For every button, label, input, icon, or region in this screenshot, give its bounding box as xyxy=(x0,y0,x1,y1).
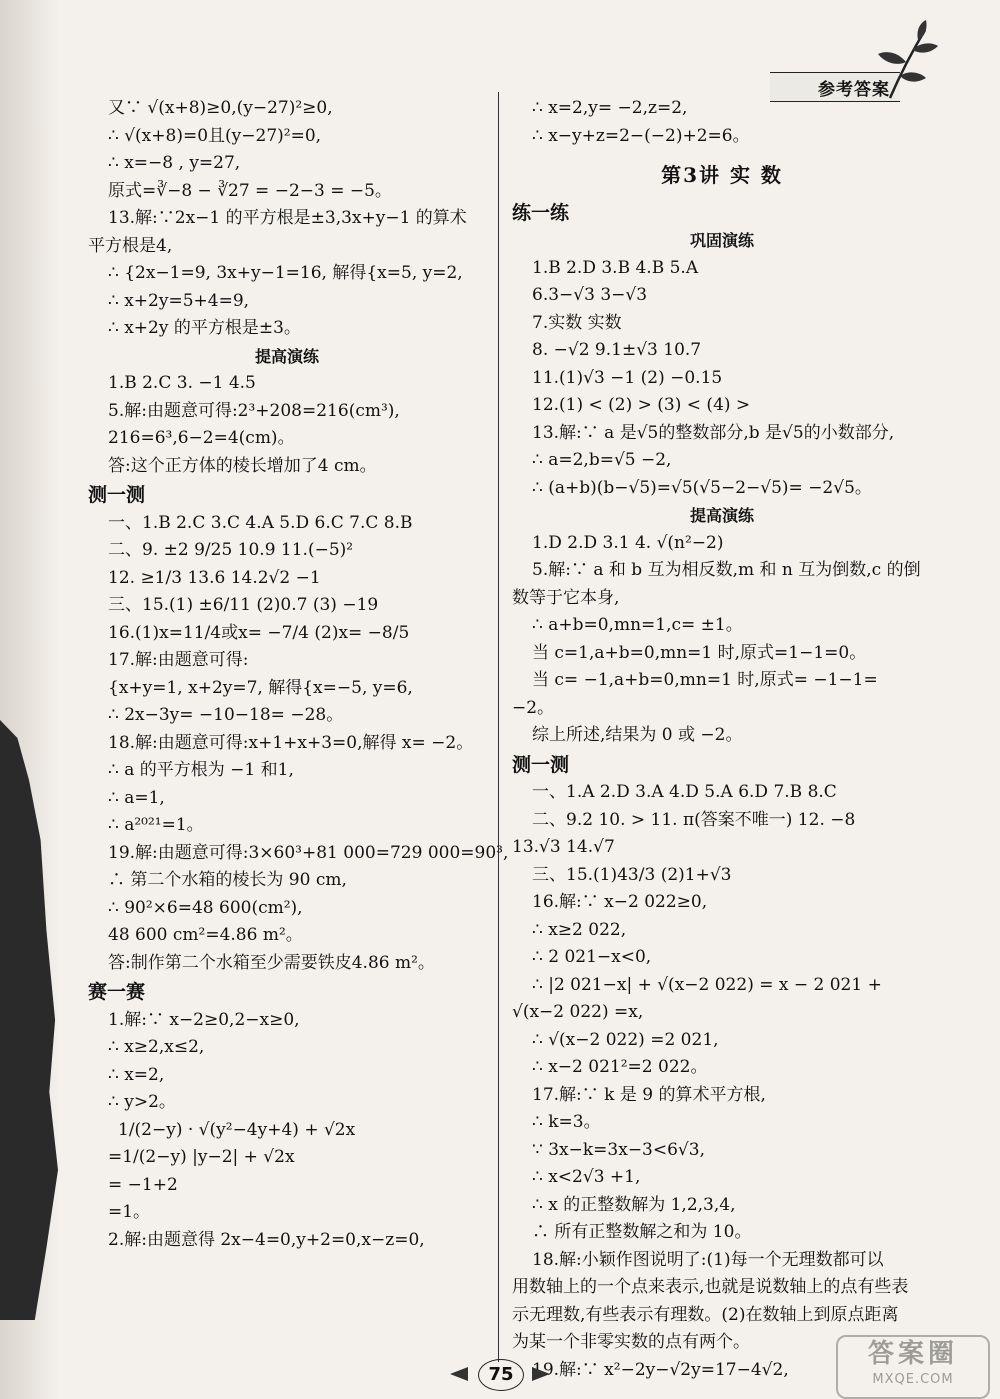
answer-line: 13.解:∵2x−1 的平方根是±3,3x+y−1 的算术 xyxy=(108,208,467,228)
answer-line: ∴ x 的正整数解为 1,2,3,4, xyxy=(532,1194,736,1215)
answer-line: ∴ k=3。 xyxy=(532,1112,601,1132)
answer-line: 18.解:小颖作图说明了:(1)每一个无理数都可以 xyxy=(532,1249,884,1270)
answer-line: 平方根是4, xyxy=(88,235,173,256)
answer-line: ∴ a²⁰²¹=1。 xyxy=(108,815,204,835)
answer-line: ∴ y>2。 xyxy=(108,1092,176,1112)
answer-line: ∴ x−y+z=2−(−2)+2=6。 xyxy=(532,125,750,146)
answer-line: 8. −√2 9.1±√3 10.7 xyxy=(532,340,702,360)
answer-line: 17.解:由题意可得: xyxy=(108,650,249,670)
answer-line: ∴ √(x−2 022) =2 021, xyxy=(532,1029,719,1050)
answer-line: 答:这个正方体的棱长增加了4 cm。 xyxy=(108,455,377,476)
answer-line: ∴ 所有正整数解之和为 10。 xyxy=(532,1222,752,1242)
answer-line: ∴ {2x−1=9, 3x+y−1=16, 解得{x=5, y=2, xyxy=(108,263,463,283)
section-heading: 测一测 xyxy=(512,753,570,776)
answer-line: ∴ √(x+8)=0且(y−27)²=0, xyxy=(108,125,322,146)
answer-line: 1.B 2.C 3. −1 4.5 xyxy=(108,373,256,393)
answer-line: 三、15.(1)43/3 (2)1+√3 xyxy=(532,864,732,885)
answer-line: 1.解:∵ x−2≥0,2−x≥0, xyxy=(108,1009,300,1030)
answer-line: 一、1.B 2.C 3.C 4.A 5.D 6.C 7.C 8.B xyxy=(108,512,413,533)
answer-line: 答:制作第二个水箱至少需要铁皮4.86 m²。 xyxy=(108,952,435,973)
section-heading: 练一练 xyxy=(512,201,570,224)
subsection-heading: 巩固演练 xyxy=(689,231,754,250)
answer-line: 当 c=1,a+b=0,mn=1 时,原式=1−1=0。 xyxy=(532,642,867,663)
answer-line: 1/(2−y) · √(y²−4y+4) + √2x xyxy=(118,1119,356,1140)
answer-line: ∴ x=2, xyxy=(108,1064,165,1085)
chapter-title: 第3讲 实 数 xyxy=(661,163,783,187)
answer-line: ∴ x+2y 的平方根是±3。 xyxy=(108,318,301,338)
column-divider xyxy=(498,92,499,1362)
answer-line: 11.(1)√3 −1 (2) −0.15 xyxy=(532,367,723,388)
answer-line: 16.(1)x=11/4或x= −7/4 (2)x= −8/5 xyxy=(108,622,410,643)
leaf-branch-icon xyxy=(870,20,940,100)
answer-line: ∴ (a+b)(b−√5)=√5(√5−2−√5)= −2√5。 xyxy=(532,477,872,498)
answer-line: 17.解:∵ k 是 9 的算术平方根, xyxy=(532,1084,766,1105)
subsection-heading: 提高演练 xyxy=(689,506,754,525)
answer-line: 1.D 2.D 3.1 4. √(n²−2) xyxy=(532,532,724,553)
answer-line: 1.B 2.D 3.B 4.B 5.A xyxy=(532,257,699,278)
answer-line: 用数轴上的一个点来表示,也就是说数轴上的点有些表 xyxy=(512,1277,909,1297)
answer-line: ∴ a=2,b=√5 −2, xyxy=(532,450,672,470)
answer-line: −2。 xyxy=(512,697,555,718)
answer-line: = −1+2 xyxy=(108,1174,178,1195)
answer-line: 19.解:∵ x²−2y−√2y=17−4√2, xyxy=(532,1359,789,1380)
answer-line: 数等于它本身, xyxy=(512,587,620,608)
answer-line: 综上所述,结果为 0 或 −2。 xyxy=(532,725,743,745)
answer-line: ∴ a 的平方根为 −1 和1, xyxy=(108,760,294,780)
answer-line: ∴ 2x−3y= −10−18= −28。 xyxy=(108,705,344,725)
answer-line: ∴ |2 021−x| + √(x−2 022) = x − 2 021 + xyxy=(532,974,882,995)
answer-line: 又∵ √(x+8)≥0,(y−27)²≥0, xyxy=(108,98,333,118)
answer-line: 示无理数,有些表示有理数。(2)在数轴上到原点距离 xyxy=(512,1304,899,1325)
header-title: 参考答案 xyxy=(818,80,890,100)
answer-line: 当 c= −1,a+b=0,mn=1 时,原式= −1−1= xyxy=(532,670,878,690)
answer-line: ∴ x<2√3 +1, xyxy=(532,1167,641,1187)
answer-line: √(x−2 022) =x, xyxy=(512,1002,644,1022)
left-answer-column xyxy=(88,95,509,1254)
answer-line: 16.解:∵ x−2 022≥0, xyxy=(532,892,708,912)
answer-line: {x+y=1, x+2y=7, 解得{x=−5, y=6, xyxy=(108,677,413,698)
watermark-domain: MXQE.COM xyxy=(872,1372,954,1387)
answer-line: 12. ≥1/3 13.6 14.2√2 −1 xyxy=(108,567,321,588)
right-answer-column xyxy=(512,95,932,1384)
left-arrow-ornament xyxy=(450,1367,468,1381)
watermark-main: 答案圈 xyxy=(867,1339,958,1369)
answer-line: ∴ x≥2 022, xyxy=(532,919,627,940)
answer-line: ∴ 90²×6=48 600(cm²), xyxy=(108,897,303,918)
answer-line: 19.解:由题意可得:3×60³+81 000=729 000=90³, xyxy=(108,842,509,863)
answer-line: 6.3−√3 3−√3 xyxy=(532,285,648,305)
page-number: 75 xyxy=(478,1359,524,1391)
answer-line: 二、9.2 10. > 11. π(答案不唯一) 12. −8 xyxy=(532,809,856,830)
answer-line: 一、1.A 2.D 3.A 4.D 5.A 6.D 7.B 8.C xyxy=(532,782,837,802)
answer-line: ∴ x+2y=5+4=9, xyxy=(108,290,250,311)
answer-line: 原式=∛−8 − ∛27 = −2−3 = −5。 xyxy=(108,180,392,201)
answer-line: =1/(2−y) |y−2| + √2x xyxy=(108,1147,295,1167)
answer-line: ∴ 第二个水箱的棱长为 90 cm, xyxy=(108,870,347,890)
answer-line: 13.√3 14.√7 xyxy=(512,837,615,857)
answer-line: 13.解:∵ a 是√5的整数部分,b 是√5的小数部分, xyxy=(532,422,895,443)
answer-line: 2.解:由题意得 2x−4=0,y+2=0,x−z=0, xyxy=(108,1229,425,1250)
section-heading: 赛一赛 xyxy=(88,981,146,1003)
answer-line: 18.解:由题意可得:x+1+x+3=0,解得 x= −2。 xyxy=(108,732,474,753)
answer-line: ∴ 2 021−x<0, xyxy=(532,947,652,967)
answer-line: 5.解:∵ a 和 b 互为相反数,m 和 n 互为倒数,c 的倒 xyxy=(532,560,921,580)
answer-line: =1。 xyxy=(108,1202,151,1222)
answer-line: 12.(1) < (2) > (3) < (4) > xyxy=(532,395,751,415)
answer-line: ∴ x−2 021²=2 022。 xyxy=(532,1057,708,1077)
answer-line: 为某一个非零实数的点有两个。 xyxy=(512,1332,750,1352)
right-arrow-ornament xyxy=(532,1367,550,1381)
answer-line: ∴ x=−8 , y=27, xyxy=(108,153,241,173)
answer-line: 二、9. ±2 9/25 10.9 11.(−5)² xyxy=(108,540,354,560)
answer-line: ∴ x=2,y= −2,z=2, xyxy=(532,98,688,118)
answer-line: 三、15.(1) ±6/11 (2)0.7 (3) −19 xyxy=(108,595,379,615)
answer-line: 7.实数 实数 xyxy=(532,312,622,333)
answer-line: ∴ x≥2,x≤2, xyxy=(108,1037,205,1057)
page-number-ornament xyxy=(442,1359,558,1391)
answer-line: 5.解:由题意可得:2³+208=216(cm³), xyxy=(108,400,400,421)
watermark-logo xyxy=(836,1335,990,1399)
answer-line: ∴ a=1, xyxy=(108,787,165,808)
subsection-heading: 提高演练 xyxy=(254,346,319,366)
section-heading: 测一测 xyxy=(88,484,146,506)
answer-line: 216=6³,6−2=4(cm)。 xyxy=(108,428,295,448)
answer-line: 48 600 cm²=4.86 m²。 xyxy=(108,925,303,945)
answer-line: ∴ a+b=0,mn=1,c= ±1。 xyxy=(532,615,743,635)
answer-line: ∵ 3x−k=3x−3<6√3, xyxy=(532,1139,705,1160)
